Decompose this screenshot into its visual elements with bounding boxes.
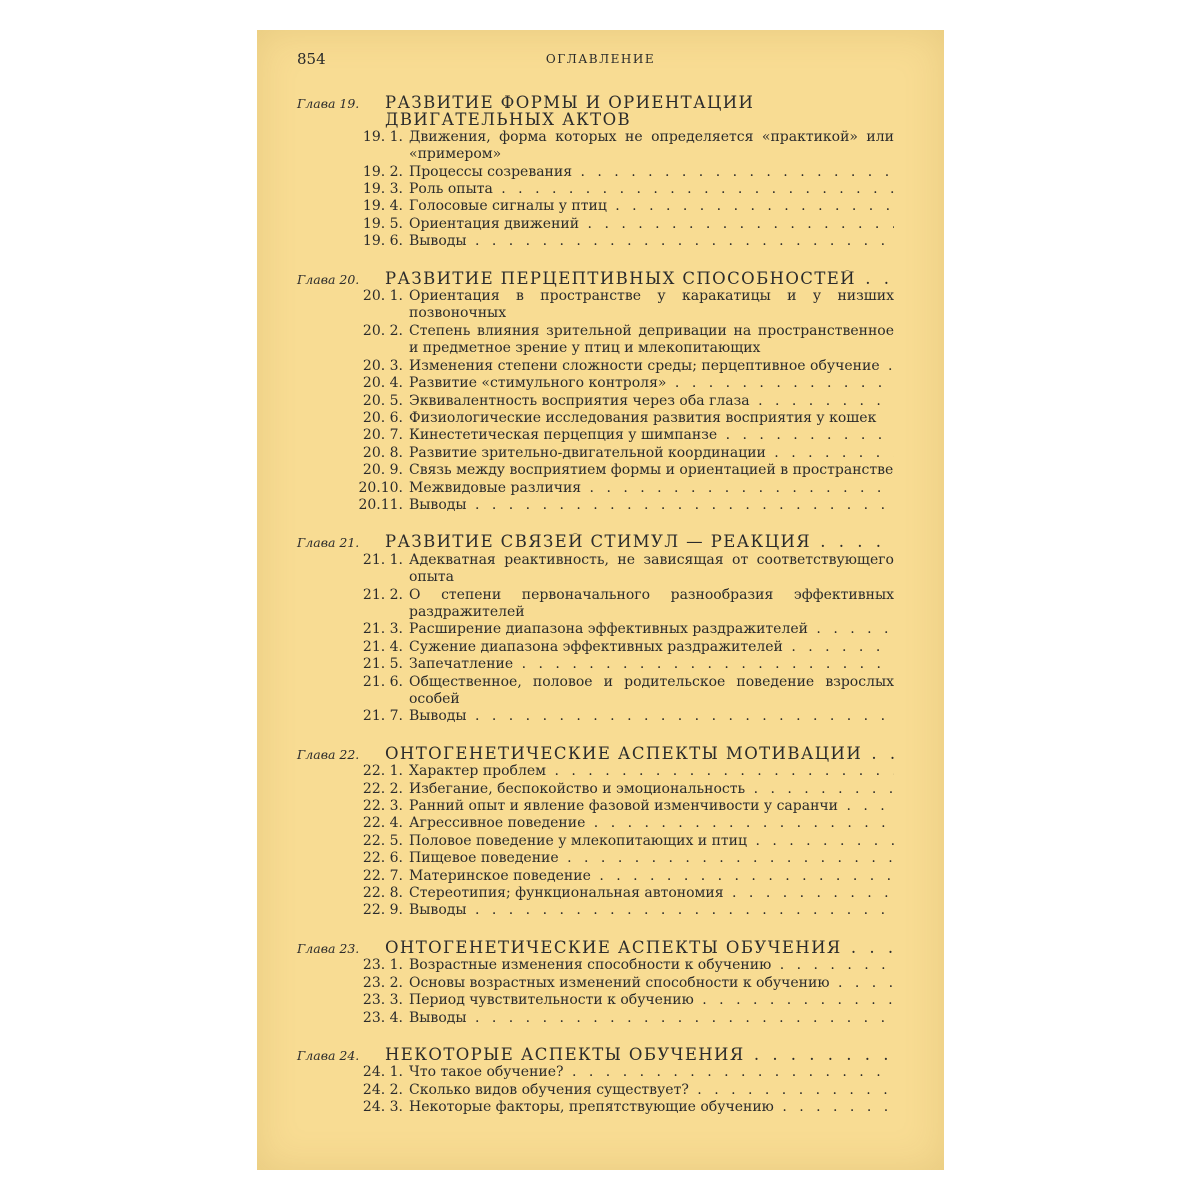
section-entry xyxy=(297,323,894,358)
chapter-title: ОНТОГЕНЕТИЧЕСКИЕ АСПЕКТЫ МОТИВАЦИИ . . . xyxy=(385,745,894,762)
section-number: 22. 1. xyxy=(362,763,403,780)
section-entry xyxy=(297,445,894,462)
section-title: Роль опыта . . . xyxy=(409,181,894,198)
section-title: Выводы . . . xyxy=(409,497,894,514)
section-number: 19. 5. xyxy=(362,215,403,232)
page-header xyxy=(297,50,904,72)
section-entry xyxy=(297,233,894,250)
running-title: ОГЛАВЛЕНИЕ xyxy=(545,52,656,66)
section-number: 19. 1. xyxy=(362,128,403,145)
section-entry xyxy=(297,288,894,323)
section-entry xyxy=(297,763,894,780)
section-title: Выводы . . . xyxy=(409,902,894,919)
section-entry xyxy=(297,902,894,919)
chapter-heading xyxy=(297,270,894,288)
section-entry xyxy=(297,885,894,902)
section-number: 21. 5. xyxy=(362,656,403,673)
section-title: Материнское поведение . . . xyxy=(409,868,894,885)
section-number: 20. 4. xyxy=(362,375,403,392)
chapter-title: РАЗВИТИЕ ПЕРЦЕПТИВНЫХ СПОСОБНОСТЕЙ . . . xyxy=(385,270,894,287)
section-entry xyxy=(297,1064,894,1081)
chapter-heading xyxy=(297,939,894,957)
section-entry xyxy=(297,480,894,497)
section-number: 24. 1. xyxy=(362,1064,403,1081)
chapter-title: ОНТОГЕНЕТИЧЕСКИЕ АСПЕКТЫ ОБУЧЕНИЯ . . . xyxy=(385,939,894,956)
section-number: 21. 2. xyxy=(362,586,403,603)
section-number: 20.11. xyxy=(358,496,403,513)
section-entry xyxy=(297,868,894,885)
chapter-entry xyxy=(297,94,894,251)
section-entry xyxy=(297,164,894,181)
section-number: 20. 8. xyxy=(362,444,403,461)
section-title: Возрастные изменения способности к обучению . . . xyxy=(409,957,894,974)
section-number: 20. 7. xyxy=(362,427,403,444)
section-number: 23. 2. xyxy=(362,974,403,991)
chapter-entry xyxy=(297,270,894,515)
section-title: Ориентация движений . . . xyxy=(409,216,894,233)
section-number: 21. 4. xyxy=(362,638,403,655)
section-title: Физиологические исследования развития восприятия у кошек xyxy=(409,409,877,426)
section-entry xyxy=(297,410,894,427)
section-title: Степень влияния зрительной депривации на пространственное и предметное зрение у птиц и млекопитающих xyxy=(409,322,894,357)
section-title: Избегание, беспокойство и эмоциональность . . . xyxy=(409,781,894,798)
section-entry xyxy=(297,1010,894,1027)
section-entry xyxy=(297,375,894,392)
chapter-entry xyxy=(297,745,894,920)
section-entry xyxy=(297,198,894,215)
section-title: Кинестетическая перцепция у шимпанзе . . . xyxy=(409,427,894,444)
section-entry xyxy=(297,815,894,832)
page-number: 854 xyxy=(297,50,326,68)
chapter-title: РАЗВИТИЕ ФОРМЫ И ОРИЕНТАЦИИ ДВИГАТЕЛЬНЫХ АКТОВ xyxy=(385,94,755,129)
section-number: 22. 6. xyxy=(362,850,403,867)
section-entry xyxy=(297,781,894,798)
section-title: Характер проблем . . . xyxy=(409,763,894,780)
section-number: 20. 1. xyxy=(362,288,403,305)
section-title: Что такое обучение? . . . xyxy=(409,1064,894,1081)
chapter-label: Глава 24. xyxy=(297,1047,360,1063)
chapter-label: Глава 21. xyxy=(297,535,360,551)
section-number: 22. 3. xyxy=(362,798,403,815)
section-number: 22. 4. xyxy=(362,815,403,832)
chapter-heading xyxy=(297,1046,894,1064)
section-number: 19. 3. xyxy=(362,181,403,198)
section-number: 20. 6. xyxy=(362,409,403,426)
section-title: Агрессивное поведение . . . xyxy=(409,815,894,832)
section-entry xyxy=(297,975,894,992)
section-number: 22. 8. xyxy=(362,885,403,902)
section-entry xyxy=(297,639,894,656)
book-page xyxy=(257,30,944,1170)
chapter-label: Глава 23. xyxy=(297,940,360,956)
section-entry xyxy=(297,708,894,725)
section-entry xyxy=(297,674,894,709)
chapter-heading xyxy=(297,533,894,551)
section-entry xyxy=(297,833,894,850)
section-title: Выводы . . . xyxy=(409,708,894,725)
section-number: 24. 3. xyxy=(362,1099,403,1116)
chapter-heading xyxy=(297,94,894,129)
table-of-contents xyxy=(297,94,894,1136)
section-entry xyxy=(297,798,894,815)
section-title: Развитие зрительно-двигательной координации . . . xyxy=(409,445,894,462)
section-title: Выводы . . . xyxy=(409,233,894,250)
section-entry xyxy=(297,552,894,587)
section-title: Сужение диапазона эффективных раздражителей . . . xyxy=(409,639,894,656)
section-title: Движения, форма которых не определяется «практикой» или «примером» xyxy=(409,128,894,163)
chapter-entry xyxy=(297,533,894,725)
section-title: Межвидовые различия . . . xyxy=(409,480,894,497)
section-number: 21. 6. xyxy=(362,673,403,690)
section-number: 19. 6. xyxy=(362,233,403,250)
section-title: Половое поведение у млекопитающих и птиц . . . xyxy=(409,833,894,850)
section-title: Расширение диапазона эффективных раздражителей . . . xyxy=(409,621,894,638)
section-title: Эквивалентность восприятия через оба глаза . . . xyxy=(409,393,894,410)
section-entry xyxy=(297,1082,894,1099)
section-number: 24. 2. xyxy=(362,1081,403,1098)
section-title: Ориентация в пространстве у каракатицы и у низших позвоночных xyxy=(409,288,894,322)
chapter-label: Глава 22. xyxy=(297,746,360,762)
section-title: Сколько видов обучения существует? . . . xyxy=(409,1082,894,1099)
section-title: Запечатление . . . xyxy=(409,656,894,673)
section-number: 21. 7. xyxy=(362,708,403,725)
chapter-entry xyxy=(297,939,894,1027)
section-number: 23. 1. xyxy=(362,957,403,974)
section-entry xyxy=(297,427,894,444)
section-number: 22. 5. xyxy=(362,832,403,849)
section-number: 22. 9. xyxy=(362,902,403,919)
section-entry xyxy=(297,181,894,198)
section-title: Изменения степени сложности среды; перцептивное обучение . . . xyxy=(409,358,894,375)
section-title: Пищевое поведение . . . xyxy=(409,850,894,867)
section-title: Основы возрастных изменений способности к обучению . . . xyxy=(409,975,894,992)
section-number: 20. 9. xyxy=(362,462,403,479)
section-entry xyxy=(297,992,894,1009)
section-number: 19. 2. xyxy=(362,163,403,180)
chapter-title: РАЗВИТИЕ СВЯЗЕЙ СТИМУЛ — РЕАКЦИЯ . . . xyxy=(385,533,894,550)
section-entry xyxy=(297,587,894,622)
section-entry xyxy=(297,462,894,479)
section-number: 22. 2. xyxy=(362,780,403,797)
section-title: Общественное, половое и родительское поведение взрослых особей xyxy=(409,673,894,707)
section-entry xyxy=(297,656,894,673)
section-title: Связь между восприятием формы и ориентацией в пространстве xyxy=(409,462,894,479)
section-entry xyxy=(297,358,894,375)
chapter-entry xyxy=(297,1046,894,1117)
section-number: 19. 4. xyxy=(362,198,403,215)
section-title: Процессы созревания . . . xyxy=(409,164,894,181)
section-title: Адекватная реактивность, не зависящая от соответствующего опыта xyxy=(409,551,894,586)
section-title: Голосовые сигналы у птиц . . . xyxy=(409,198,894,215)
chapter-title: НЕКОТОРЫЕ АСПЕКТЫ ОБУЧЕНИЯ . . . xyxy=(385,1046,894,1063)
chapter-heading xyxy=(297,745,894,763)
section-number: 20. 3. xyxy=(362,357,403,374)
section-title: Некоторые факторы, препятствующие обучению . . . xyxy=(409,1099,894,1116)
section-number: 20.10. xyxy=(358,479,403,496)
section-entry xyxy=(297,216,894,233)
section-number: 20. 2. xyxy=(362,322,403,339)
chapter-label: Глава 20. xyxy=(297,271,360,287)
section-entry xyxy=(297,1099,894,1116)
section-entry xyxy=(297,957,894,974)
section-number: 20. 5. xyxy=(362,392,403,409)
section-entry xyxy=(297,621,894,638)
section-entry xyxy=(297,129,894,164)
section-title: Ранний опыт и явление фазовой изменчивости у саранчи . . . xyxy=(409,798,894,815)
section-number: 23. 4. xyxy=(362,1009,403,1026)
section-entry xyxy=(297,497,894,514)
section-entry xyxy=(297,850,894,867)
section-number: 23. 3. xyxy=(362,992,403,1009)
section-title: О степени первоначального разнообразия эффективных раздражителей xyxy=(409,586,894,620)
section-number: 22. 7. xyxy=(362,867,403,884)
section-title: Выводы . . . xyxy=(409,1010,894,1027)
section-title: Стереотипия; функциональная автономия . . . xyxy=(409,885,894,902)
section-number: 21. 3. xyxy=(362,621,403,638)
chapter-label: Глава 19. xyxy=(297,96,360,111)
section-number: 21. 1. xyxy=(362,551,403,568)
section-entry xyxy=(297,393,894,410)
section-title: Период чувствительности к обучению . . . xyxy=(409,992,894,1009)
section-title: Развитие «стимульного контроля» . . . xyxy=(409,375,894,392)
